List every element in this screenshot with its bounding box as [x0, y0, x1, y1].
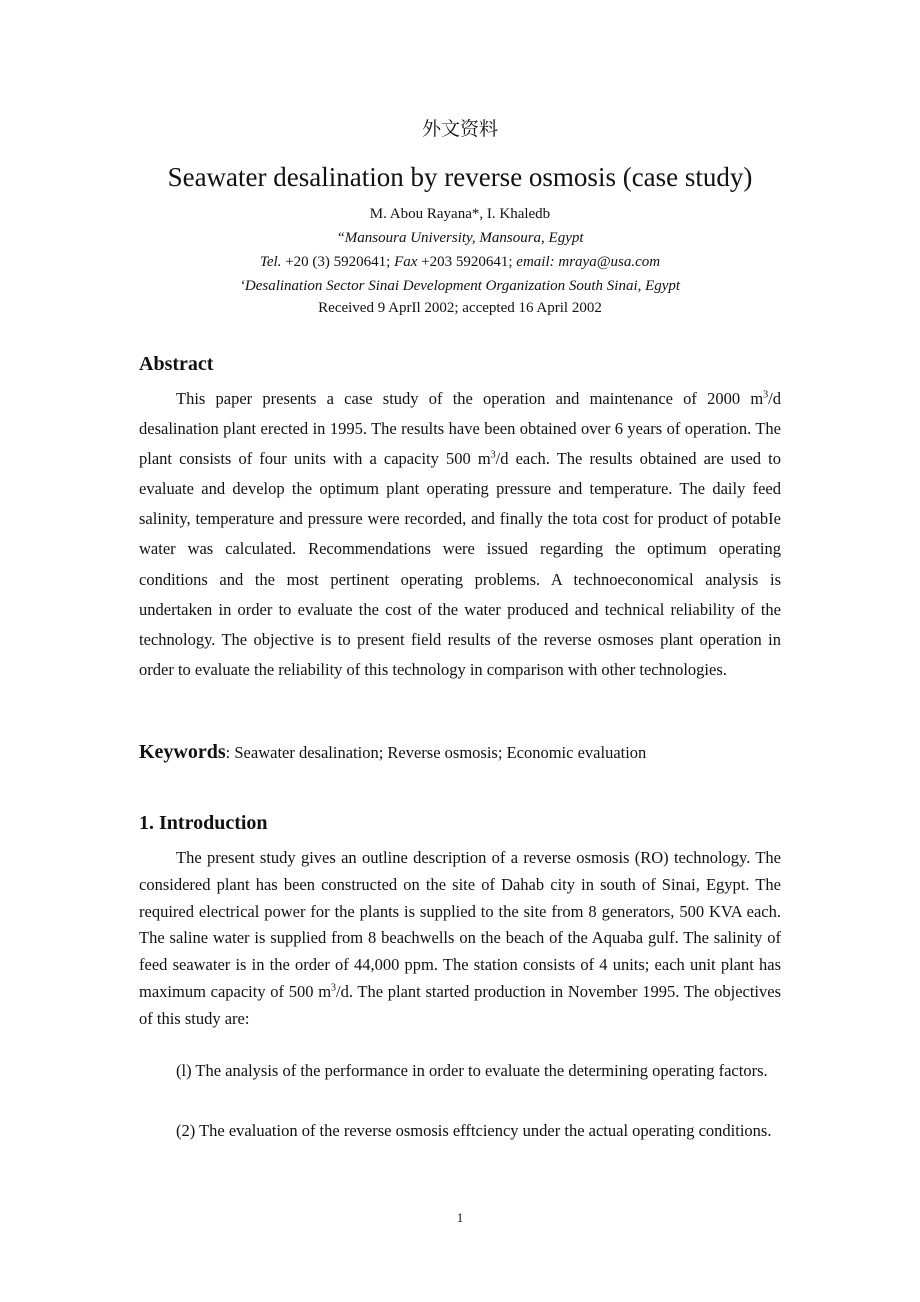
chinese-title: 外文资料 — [421, 118, 498, 140]
tel-label: Tel. — [259, 254, 282, 270]
keywords-text: : Seawater desalination; Reverse osmosis; Economic evaluation — [225, 743, 647, 762]
received-date: Received 9 AprIl 2002; accepted 16 April 2002 — [318, 300, 602, 316]
contact-line — [0, 254, 920, 271]
affiliation-a: “Mansoura University, Mansoura, Egypt — [336, 230, 584, 246]
tel-value: +20 (3) 5920641; — [281, 254, 395, 270]
page-number: 1 — [456, 1210, 464, 1225]
objective-2: (2) The evaluation of the reverse osmosis efftciency under the actual operating conditions. — [176, 1121, 772, 1140]
paper-title: Seawater desalination by reverse osmosis (case study) — [167, 162, 753, 192]
introduction-paragraph — [139, 845, 781, 1033]
intro-text-2: /d. The plant started production in November 1995. The objectives of this study are: — [139, 981, 782, 1028]
abstract-text-3: /d each. The results obtained are used to evaluate and develop the optimum plant operating pressure and temperature. The daily feed salinity, temperature and pressure were recorded, and finally the tota cost for product of potabIe water was calculated. Recommendations were issued regarding the optimum operating conditions and the most pertinent operating problems. A technoeconomical analysis is undertaken in order to evaluate the cost of the water produced and technical reliability of the technology. The objective is to present field results of the reverse osmoses plant operation in order to evaluate the reliability of this technology in comparison with other technologies. — [139, 449, 781, 679]
abstract-paragraph — [139, 384, 781, 685]
authors: M. Abou Rayana*, I. Khaledb — [369, 206, 551, 222]
keywords-line — [139, 741, 781, 764]
superscript: 3 — [490, 449, 496, 461]
introduction-heading: 1. Introduction — [139, 812, 268, 834]
intro-text-1: The present study gives an outline description of a reverse osmosis (RO) technology. The considered plant has been constructed on the site of Dahab city in south of Sinai, Egypt. The required electrical power for the plants is supplied to the site from 8 generators, 500 KVA each. The saline water is supplied from 8 beachwells on the beach of the Aquaba gulf. The salinity of feed seawater is in the order of 44,000 ppm. The station consists of 4 units; each unit plant has maximum capacity of 500 m — [139, 848, 781, 1001]
fax-value: +203 5920641; — [417, 254, 517, 270]
abstract-text-1: This paper presents a case study of the operation and maintenance of 2000 m — [176, 389, 764, 408]
objective-1: (l) The analysis of the performance in order to evaluate the determining operating factors. — [176, 1061, 768, 1080]
fax-label: Fax — [394, 254, 418, 270]
abstract-text-2: /d desalination plant erected in 1995. The results have been obtained over 6 years of operation. The plant consists of four units with a capacity 500 m — [139, 389, 781, 469]
superscript: 3 — [763, 389, 769, 401]
email-address: email: mraya@usa.com — [516, 254, 661, 270]
affiliation-b: ‘Desalination Sector Sinai Development Organization South Sinai, Egypt — [239, 278, 681, 294]
keywords-label: Keywords — [139, 741, 226, 763]
superscript: 3 — [331, 982, 337, 994]
abstract-heading: Abstract — [139, 353, 214, 375]
